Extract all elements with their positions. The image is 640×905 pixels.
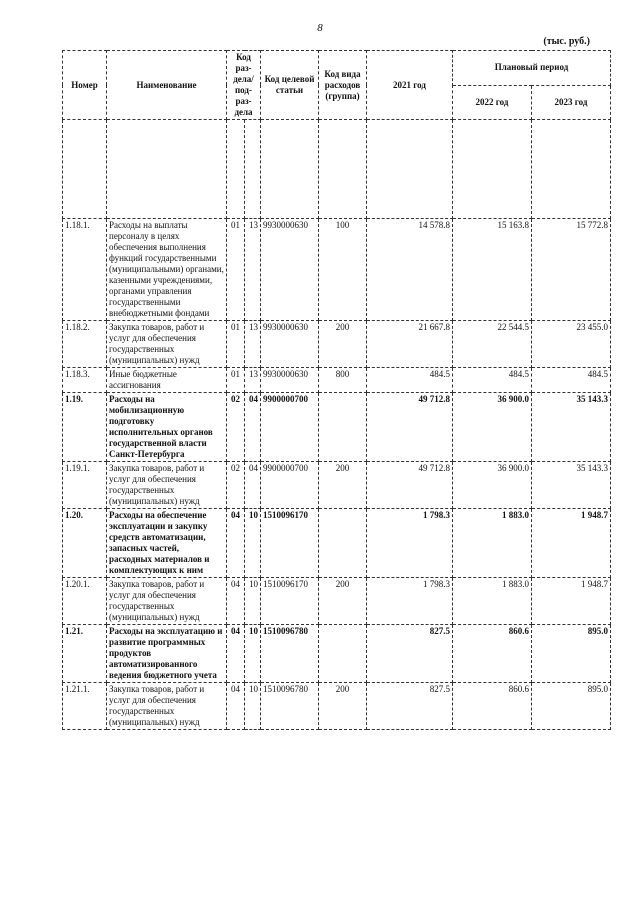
row-2023: 35 143.3 — [532, 462, 611, 509]
row-expense-type — [319, 509, 367, 578]
budget-table — [62, 50, 611, 730]
row-target: 9930000630 — [261, 321, 319, 368]
row-expense-type — [319, 393, 367, 462]
table-row — [63, 368, 611, 393]
row-2023: 484.5 — [532, 368, 611, 393]
row-subsection: 13 — [245, 321, 261, 368]
table-row — [63, 683, 611, 730]
row-2021: 49 712.8 — [367, 393, 453, 462]
row-2023: 35 143.3 — [532, 393, 611, 462]
row-number: 1.19. — [63, 393, 107, 462]
row-2023: 15 772.8 — [532, 219, 611, 321]
row-name: Закупка товаров, работ и услуг для обеспечения государственных (муниципальных) нужд — [107, 683, 227, 730]
row-2022: 15 163.8 — [453, 219, 532, 321]
table-row — [63, 578, 611, 625]
row-number: 1.18.1. — [63, 219, 107, 321]
row-section: 04 — [227, 625, 245, 683]
header-2021: 2021 год — [367, 51, 453, 120]
header-2023: 2023 год — [532, 85, 611, 120]
row-number: 1.18.3. — [63, 368, 107, 393]
row-2021: 49 712.8 — [367, 462, 453, 509]
row-subsection: 10 — [245, 509, 261, 578]
row-target: 1510096780 — [261, 625, 319, 683]
row-expense-type: 800 — [319, 368, 367, 393]
row-name: Расходы на обеспечение эксплуатации и закупку средств автоматизации, запасных частей, расходных материалов и комплектующих к ним — [107, 509, 227, 578]
row-section: 04 — [227, 578, 245, 625]
row-section: 02 — [227, 393, 245, 462]
row-expense-type: 200 — [319, 462, 367, 509]
row-2022: 1 883.0 — [453, 578, 532, 625]
row-name: Расходы на мобилизационную подготовку исполнительных органов государственной власти Санкт-Петербурга — [107, 393, 227, 462]
row-2021: 14 578.8 — [367, 219, 453, 321]
row-expense-type: 200 — [319, 683, 367, 730]
row-section: 04 — [227, 683, 245, 730]
row-number: 1.20.1. — [63, 578, 107, 625]
row-expense-type — [319, 625, 367, 683]
row-expense-type: 200 — [319, 578, 367, 625]
table-row — [63, 219, 611, 321]
row-name: Закупка товаров, работ и услуг для обеспечения государственных (муниципальных) нужд — [107, 578, 227, 625]
header-number: Номер — [63, 51, 107, 120]
row-2022: 1 883.0 — [453, 509, 532, 578]
table-row — [63, 321, 611, 368]
row-subsection: 10 — [245, 683, 261, 730]
row-2021: 1 798.3 — [367, 578, 453, 625]
row-number: 1.21. — [63, 625, 107, 683]
row-name: Иные бюджетные ассигнования — [107, 368, 227, 393]
row-2022: 860.6 — [453, 625, 532, 683]
row-expense-type: 100 — [319, 219, 367, 321]
row-subsection: 13 — [245, 368, 261, 393]
row-2021: 484.5 — [367, 368, 453, 393]
row-2022: 484.5 — [453, 368, 532, 393]
row-2021: 827.5 — [367, 625, 453, 683]
row-2022: 36 900.0 — [453, 393, 532, 462]
row-number: 1.19.1. — [63, 462, 107, 509]
row-2022: 36 900.0 — [453, 462, 532, 509]
units-label: (тыс. руб.) — [543, 36, 590, 47]
row-2023: 895.0 — [532, 625, 611, 683]
row-subsection: 04 — [245, 462, 261, 509]
header-target: Код целевой статьи — [261, 51, 319, 120]
row-subsection: 13 — [245, 219, 261, 321]
row-target: 1510096170 — [261, 578, 319, 625]
row-name: Закупка товаров, работ и услуг для обеспечения государственных (муниципальных) нужд — [107, 321, 227, 368]
page-number: 8 — [317, 22, 323, 34]
row-name: Закупка товаров, работ и услуг для обеспечения государственных (муниципальных) нужд — [107, 462, 227, 509]
row-target: 9930000630 — [261, 368, 319, 393]
row-2023: 23 455.0 — [532, 321, 611, 368]
row-number: 1.21.1. — [63, 683, 107, 730]
row-section: 01 — [227, 219, 245, 321]
header-2022: 2022 год — [453, 85, 532, 120]
row-2023: 895.0 — [532, 683, 611, 730]
row-section: 04 — [227, 509, 245, 578]
row-target: 9900000700 — [261, 462, 319, 509]
header-name: Наименование — [107, 51, 227, 120]
row-2021: 1 798.3 — [367, 509, 453, 578]
row-number: 1.20. — [63, 509, 107, 578]
row-section: 01 — [227, 368, 245, 393]
row-2023: 1 948.7 — [532, 509, 611, 578]
row-name: Расходы на эксплуатацию и развитие программных продуктов автоматизированного ведения бюджетного учета — [107, 625, 227, 683]
table-row — [63, 509, 611, 578]
row-subsection: 04 — [245, 393, 261, 462]
row-expense-type: 200 — [319, 321, 367, 368]
row-number: 1.18.2. — [63, 321, 107, 368]
row-target: 9900000700 — [261, 393, 319, 462]
row-subsection: 10 — [245, 625, 261, 683]
row-2023: 1 948.7 — [532, 578, 611, 625]
row-2021: 827.5 — [367, 683, 453, 730]
table-row — [63, 393, 611, 462]
row-2021: 21 667.8 — [367, 321, 453, 368]
row-2022: 860.6 — [453, 683, 532, 730]
row-target: 1510096780 — [261, 683, 319, 730]
table-row — [63, 625, 611, 683]
table-row — [63, 462, 611, 509]
header-section: Код раз-дела/ под-раз-дела — [227, 51, 261, 120]
row-target: 9930000630 — [261, 219, 319, 321]
row-section: 01 — [227, 321, 245, 368]
header-expense-type: Код вида расходов (группа) — [319, 51, 367, 120]
row-target: 1510096170 — [261, 509, 319, 578]
row-subsection: 10 — [245, 578, 261, 625]
row-name: Расходы на выплаты персоналу в целях обеспечения выполнения функций государственными (муниципальными) органами, казенными учреждениями, органами управления государственными внебюджетными фондами — [107, 219, 227, 321]
row-section: 02 — [227, 462, 245, 509]
header-planned-period: Плановый период — [453, 51, 611, 86]
row-2022: 22 544.5 — [453, 321, 532, 368]
